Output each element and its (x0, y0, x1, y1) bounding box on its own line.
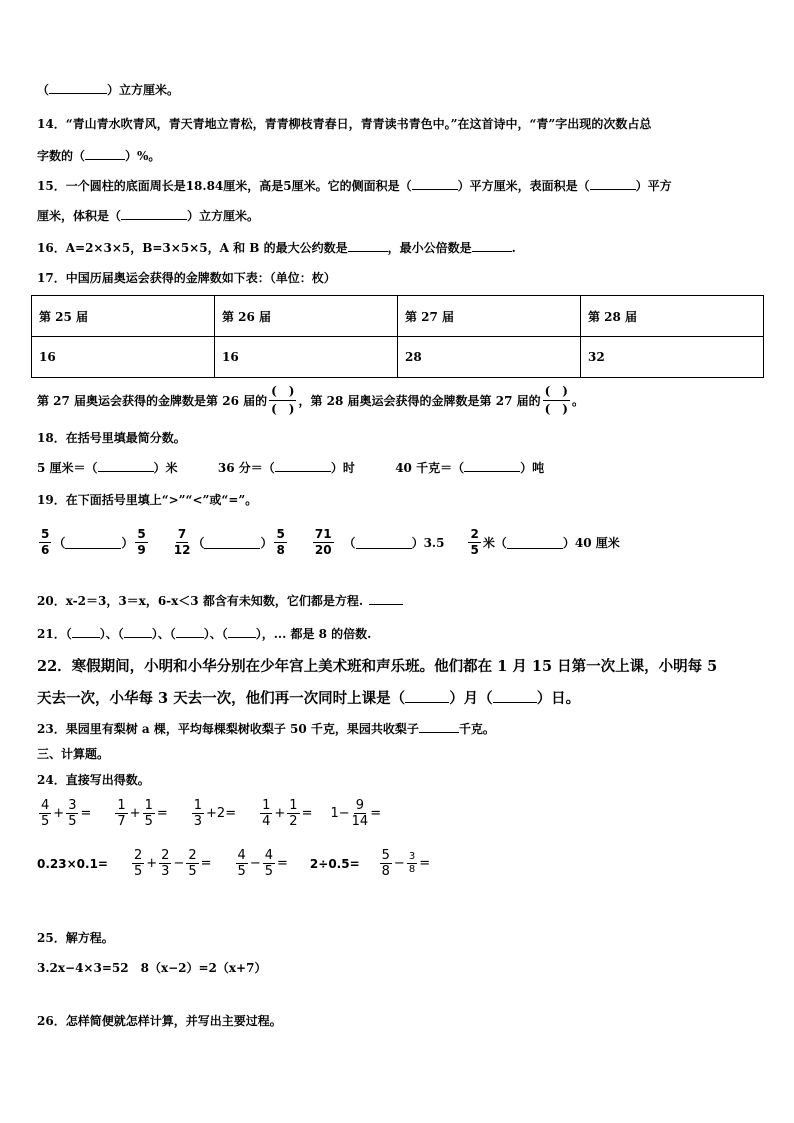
fraction: $\frac{5}{6}$ (41, 527, 50, 557)
q18-blank-1[interactable] (98, 460, 154, 472)
fraction: $\frac{2}{5}$ (188, 848, 197, 879)
table-cell: 32 (581, 337, 764, 378)
q26-title: 26．怎样简便就怎样计算，并写出主要过程。 (37, 1014, 282, 1028)
fraction: $\frac{1}{7}$ (117, 798, 126, 829)
fraction: $\frac{71}{20}$ (314, 527, 332, 557)
q25-equations: 3.2x−4×3=52 8（x−2）=2（x+7） (37, 961, 267, 975)
q14-line1: 14．“青山青水吹青风，青天青地立青松，青青柳枝青春日，青青读书青色中。”在这首诗中，“青”字出现的次数占总 (37, 117, 652, 131)
table-cell: 16 (215, 337, 398, 378)
fraction: $\frac{1}{5}$ (144, 798, 153, 829)
fraction: $\frac{4}{5}$ (237, 848, 246, 879)
fraction: $\frac{1}{3}$ (193, 798, 203, 829)
q15-blank-2[interactable] (590, 178, 636, 190)
q24-title: 24．直接写出得数。 (37, 773, 150, 787)
q19-title: 19．在下面括号里填上“>”“<”或“=”。 (37, 493, 258, 507)
q15-line1: 15．一个圆柱的底面周长是18.84厘米，高是5厘米。它的侧面积是（ ）平方厘米，表面积是（ ）平方 (37, 179, 672, 193)
table-header-cell: 第 28 届 (581, 296, 764, 337)
q22-blank-day[interactable] (493, 688, 537, 703)
q18-title: 18．在括号里填最简分数。 (37, 431, 186, 445)
q25-title: 25．解方程。 (37, 931, 114, 945)
q19-blank-2[interactable] (204, 537, 260, 549)
fraction: $\frac{3}{8}$ (408, 851, 416, 875)
q17-fraction-blank-2[interactable]: $\frac{( )}{( )}$ (544, 384, 568, 416)
q17-after: 第 27 届奥运会获得的金牌数是第 26 届的 $\frac{( )}{( )}$ ，第 28 届奥运会获得的金牌数是第 27 届的 $\frac{( )}{( )}$ 。 (37, 384, 584, 416)
q13-blank[interactable] (49, 82, 107, 94)
q20-blank[interactable] (369, 593, 403, 605)
table-header-cell: 第 25 届 (32, 296, 215, 337)
table-row (32, 337, 764, 378)
table-cell: 16 (32, 337, 215, 378)
q16-blank-lcm[interactable] (472, 240, 512, 252)
q21-blank-2[interactable] (124, 626, 152, 638)
fraction: $\frac{9}{14}$ (351, 798, 369, 829)
q17-fraction-blank-1[interactable]: $\frac{( )}{( )}$ (271, 384, 295, 416)
gold-medal-table (31, 295, 764, 378)
q21-blank-4[interactable] (228, 626, 256, 638)
fraction: $\frac{5}{9}$ (137, 527, 146, 557)
q15-blank-1[interactable] (412, 178, 458, 190)
q14-line2: 字数的（ ）%。 (37, 149, 161, 163)
fraction: $\frac{2}{3}$ (161, 848, 170, 879)
q17-title: 17．中国历届奥运会获得的金牌数如下表：（单位：枚） (37, 271, 336, 285)
q18-items: 5 厘米＝（ ）米 36 分＝（ ）时 40 千克＝（ ）吨 (37, 461, 545, 475)
q18-blank-2[interactable] (275, 460, 331, 472)
q21: 21．（ ）、（ ）、（ ）、（ ），... 都是 8 的倍数. (37, 627, 372, 641)
q18-blank-3[interactable] (464, 460, 520, 472)
fraction: $\frac{5}{8}$ (276, 527, 285, 557)
fraction: $\frac{7}{12}$ (173, 527, 191, 557)
fraction: $\frac{1}{2}$ (289, 798, 298, 829)
q16-blank-gcd[interactable] (348, 240, 388, 252)
q24-row2: 0.23×0.1= $\frac{2}{5}$ + $\frac{2}{3}$ − $\frac{2}{5}$ = $\frac{4}{5}$ − $\frac{4}{5}$ = 2÷0.5= $\frac{5}{8}$ − $\frac{3}{8}$ = (37, 848, 431, 879)
q22-line2: 天去一次，小华每 3 天去一次，他们再一次同时上课是（ ）月（ ）日。 (37, 690, 581, 707)
q13-tail: （ ）立方厘米。 (37, 83, 180, 97)
q20: 20．x-2＝3，3＝x，6-x＜3 都含有未知数，它们都是方程. (37, 593, 403, 609)
fraction: $\frac{5}{8}$ (381, 848, 390, 879)
table-header-cell: 第 27 届 (398, 296, 581, 337)
section-heading: 三、计算题。 (37, 747, 110, 761)
fraction: $\frac{3}{5}$ (68, 798, 77, 829)
q14-blank[interactable] (85, 148, 125, 160)
fraction: $\frac{2}{5}$ (133, 848, 143, 879)
table-cell: 28 (398, 337, 581, 378)
fraction: $\frac{4}{5}$ (41, 798, 50, 829)
q22-line1: 22．寒假期间，小明和小华分别在少年宫上美术班和声乐班。他们都在 1 月 15 日第一次上课，小明每 5 (37, 658, 718, 675)
fraction: $\frac{2}{5}$ (470, 527, 479, 557)
fraction: $\frac{1}{4}$ (262, 798, 271, 829)
q24-row1: $\frac{4}{5}$ + $\frac{3}{5}$ = $\frac{1}{7}$ + $\frac{1}{5}$ = $\frac{1}{3}$ +2= $\frac{1}{4}$ + $\frac{1}{2}$ = 1− $\frac{9}{14}$ = (41, 798, 382, 829)
q19-items: $\frac{5}{6}$ （ ） $\frac{5}{9}$ $\frac{7}{12}$ （ ） $\frac{5}{8}$ $\frac{71}{20}$ （ ） 3.5 $\frac{2}{5}$ 米 （ ）40 厘米 (41, 527, 620, 557)
q15-line2: 厘米，体积是（ ）立方厘米。 (37, 209, 260, 223)
q19-blank-3[interactable] (356, 537, 412, 549)
q21-blank-3[interactable] (176, 626, 204, 638)
q23: 23．果园里有梨树 a 棵，平均每棵梨树收梨子 50 千克，果园共收梨子 千克。 (37, 722, 495, 736)
q21-blank-1[interactable] (72, 626, 100, 638)
q23-blank[interactable] (419, 721, 459, 733)
table-header-row (32, 296, 764, 337)
q16: 16．A=2×3×5，B=3×5×5，A 和 B 的最大公约数是 ，最小公倍数是 . (37, 241, 516, 255)
q15-blank-3[interactable] (121, 208, 187, 220)
table-header-cell: 第 26 届 (215, 296, 398, 337)
q19-blank-4[interactable] (507, 537, 563, 549)
q19-blank-1[interactable] (65, 537, 121, 549)
fraction: $\frac{4}{5}$ (264, 848, 274, 879)
q22-blank-month[interactable] (405, 688, 449, 703)
